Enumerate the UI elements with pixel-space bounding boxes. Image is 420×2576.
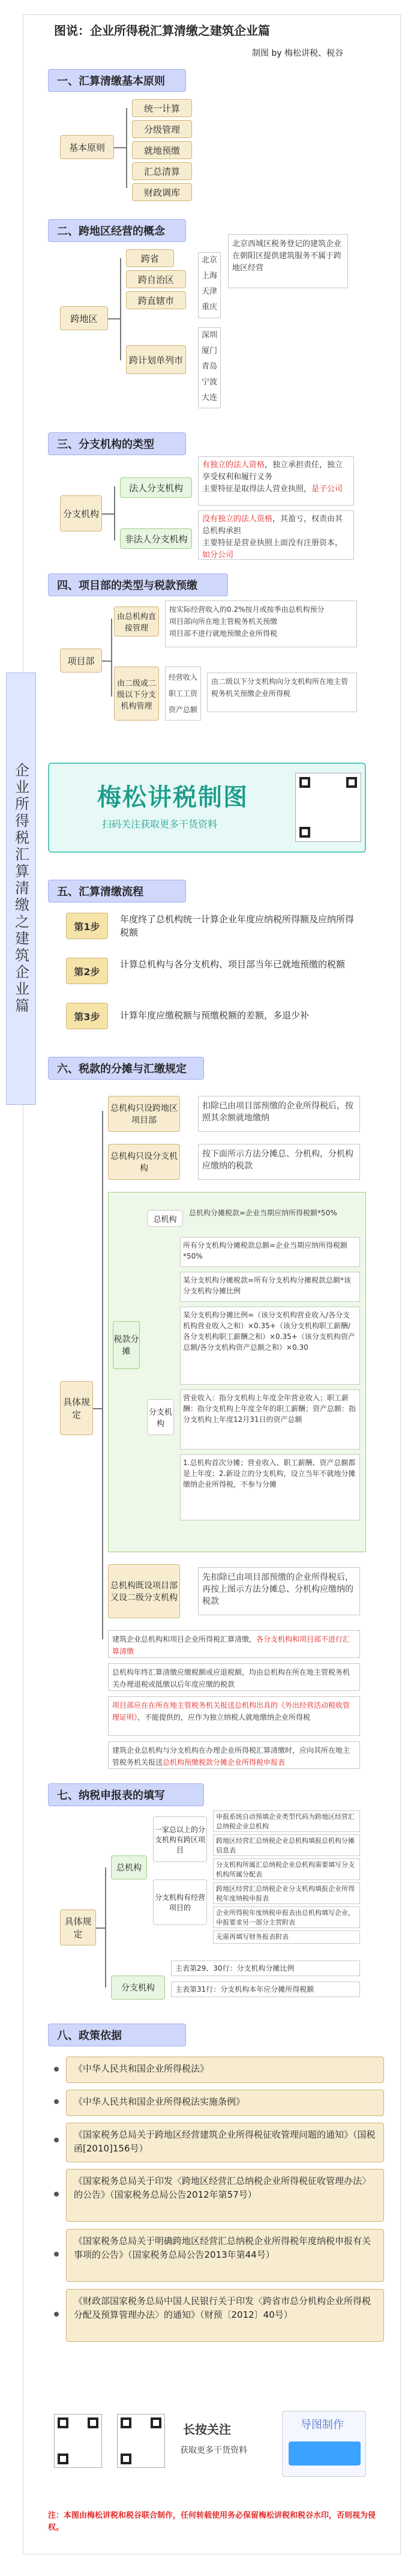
brand-sub: 扫码关注获取更多干货资料 [102, 818, 218, 830]
tool-card [282, 2411, 366, 2477]
brand-banner [48, 763, 366, 853]
section-8-header: 八、政策依据 [48, 2024, 186, 2046]
section-4-header: 四、项目部的类型与税款预缴 [48, 573, 228, 596]
qr-code-2[interactable] [117, 2414, 165, 2468]
section-2-header: 二、跨地区经营的概念 [48, 219, 186, 242]
s2-cities-2: 深圳 厦门 青岛 宁波 大连 [198, 327, 221, 408]
policy-3: 《国家税务总局关于跨地区经营建筑企业所得税征收管理问题的通知》（国税函[2010]156号） [66, 2123, 384, 2162]
s6-only-local-note: 扣除已由项目部预缴的企业所得税后，按照其余额就地缴纳 [198, 1096, 360, 1132]
s1-item-1: 统一计算 [132, 99, 192, 117]
policy-6: 《财政部国家税务总局中国人民银行关于印发〈跨省市总分机构企业所得税分配及预算管理办法〉的通知》（财预〔2012〕40号） [66, 2289, 384, 2342]
step-2-label: 第2步 [66, 958, 108, 984]
brand-name: 梅松讲税制图 [97, 784, 248, 811]
s4-root: 项目部 [60, 649, 102, 673]
s6-rule-2: 总机构年终汇算清缴应缴税额或应退税额，均由总机构在所在地主管税务机关办理退税或抵缴以后年度应缴的税款 [108, 1663, 360, 1691]
footer-note: 注：本图由梅松讲税和税谷联合制作，任何转载使用务必保留梅松讲税和税谷水印，否则视为侵权。 [48, 2511, 376, 2532]
s6-only-branch-note: 按下面所示方法分摊总、分机构，分机构应缴纳的税款 [198, 1144, 360, 1180]
step-2-text: 计算总机构与各分支机构、项目部当年已就地预缴的税额 [120, 959, 346, 970]
s7-note-6: 无需再填写财务报表附表 [213, 1930, 360, 1944]
s6-both-note: 先扣除已由项目部预缴的企业所得税后，再按上图示方法分摊总、分机构应缴纳的税款 [198, 1567, 360, 1615]
s7-note-3: 分支机构所属汇总纳税企业总机构需要填写分支机构所属分配表 [213, 1858, 360, 1880]
s4-type-a: 由总机构直接管理 [114, 606, 159, 636]
s6-branch-note-5: 1.总机构首次分摊；营业收入、职工薪酬、资产总额都是上年度；2.新设立的分支机构，设立当年不就地分摊缴纳企业所得税，不参与分摊 [180, 1454, 360, 1520]
qr-code[interactable] [295, 773, 361, 842]
s3-note-b: 没有独立的法人资格，其盈亏，权责由其总机构承担 主要特征是营业执照上面没有注册资本，如分公司 [198, 510, 354, 560]
s6-both: 总机构既设项目部又设二级分支机构 [108, 1564, 180, 1618]
s6-total: 总机构 [147, 1210, 183, 1227]
s6-only-branch: 总机构只设分支机构 [108, 1144, 180, 1180]
section-5-header: 五、汇算清缴流程 [48, 880, 186, 903]
s6-branch-note-1: 所有分支机构分摊税款总额=企业当期应纳所得税额*50% [180, 1237, 360, 1267]
tool-logo [289, 2441, 361, 2466]
s3-type-b: 非法人分支机构 [120, 528, 192, 549]
s1-root: 基本原则 [60, 135, 114, 159]
s7-branch: 分支机构 [111, 1976, 165, 2000]
s7-total-type-2: 分支机构有经营项目的 [153, 1879, 207, 1925]
s3-root: 分支机构 [60, 495, 102, 531]
page-title: 图说：企业所得税汇算清缴之建筑企业篇 [54, 23, 270, 38]
s4-a-notes: 按实际经营收入的0.2%按月或按季由总机构预分 项目部向所在地主管税务机关预缴 项目部不进行就地预缴企业所得税 [165, 600, 357, 647]
step-1-text: 年度终了总机构统一计算企业年度应纳税所得额及应纳所得税额 [120, 914, 355, 938]
s6-root: 具体规定 [60, 1381, 93, 1435]
vertical-spine: 企业所得税汇算清缴之建筑企业篇 [6, 673, 36, 1105]
policy-2: 《中华人民共和国企业所得税法实施条例》 [66, 2090, 384, 2116]
s7-note-1: 申报系统自动预填企业类型代码为跨地区经营汇总纳税企业总机构 [213, 1810, 360, 1832]
policy-4: 《国家税务总局关于印发〈跨地区经营汇总纳税企业所得税征收管理办法〉的公告》（国家税务总局公告2012年第57号） [66, 2169, 384, 2222]
s2-item-4: 跨计划单列市 [126, 345, 186, 374]
s7-total-type-1: 一家总以上的分支机构有跨区项目 [153, 1816, 207, 1862]
s4-b-note: 由二级以下分支机构向分支机构所在地主管税务机关预缴企业所得税 [207, 673, 357, 712]
s6-rule-3: 项目部应在在所在地主管税务机关报送总机构出具的《外出经营活动税收管理证明》，不能提供的，应作为独立纳税人就地缴纳企业所得税 [108, 1696, 360, 1736]
s4-b-factors: 经营收入 职工工资 资产总额 [165, 667, 201, 721]
s2-item-2: 跨自治区 [126, 270, 186, 288]
s2-item-1: 跨省 [126, 249, 174, 267]
follow-sub: 获取更多干货资料 [180, 2446, 247, 2455]
step-1-label: 第1步 [66, 913, 108, 939]
step-3-label: 第3步 [66, 1003, 108, 1029]
s7-branch-2: 主表第31行：分支机构本年应分摊所得税额 [171, 1982, 360, 1997]
s6-branch-note-2: 某分支机构分摊税款=所有分支机构分摊税款总额*该分支机构分摊比例 [180, 1272, 360, 1302]
step-3-text: 计算年度应缴税额与预缴税额的差额，多退少补 [120, 1010, 310, 1021]
policy-1: 《中华人民共和国企业所得税法》 [66, 2057, 384, 2083]
s1-item-4: 汇总清算 [132, 162, 192, 180]
s7-note-5: 企业所得税年度纳税申报表由总机构填写企业，申报要求另一部分主营附表 [213, 1906, 360, 1928]
s1-item-5: 财政调库 [132, 183, 192, 201]
author-credit: 制图 by 梅松讲税、税谷 [252, 49, 344, 58]
section-3-header: 三、分支机构的类型 [48, 432, 186, 455]
s6-rule-4: 建筑企业总机构与分支机构在办理企业所得税汇算清缴时，应向其所在地主管税务机关报送总机构预缴税款分摊企业所得税申报表 [108, 1741, 360, 1769]
s2-root: 跨地区 [60, 306, 108, 330]
s6-tax-split: 税款分摊 [113, 1321, 140, 1369]
s7-note-2: 跨地区经营汇总纳税企业总机构填报总机构分摊信息表 [213, 1834, 360, 1856]
s7-branch-1: 主表第29、30行：分支机构分摊比例 [171, 1961, 360, 1976]
s6-branch-note-3: 某分支机构分摊比例=（该分支机构营业收入/各分支机构营业收入之和）×0.35+（该分支机构职工薪酬/各分支机构职工薪酬之和）×0.35+（该分支机构资产总额/各分支机构资产总额之和）×0.30 [180, 1307, 360, 1385]
s7-total: 总机构 [111, 1855, 147, 1879]
s2-item-3: 跨直辖市 [126, 291, 186, 309]
s1-item-3: 就地预缴 [132, 141, 192, 159]
qr-code-1[interactable] [54, 2414, 102, 2468]
s6-branch-note-4: 营业收入：指分支机构上年度全年营业收入；职工薪酬：指分支机构上年度全年的职工薪酬；资产总额：指分支机构上年度12月31日的资产总额 [180, 1389, 360, 1450]
s3-note-a: 有独立的法人资格，独立承担责任，独立享受权利和履行义务 主要特征是取得法人营业执照，是子公司 [198, 456, 354, 506]
s6-only-local: 总机构只设跨地区项目部 [108, 1096, 180, 1132]
s3-type-a: 法人分支机构 [120, 477, 192, 498]
s6-rule-1: 建筑企业总机构和项目企业所得税汇算清缴，各分支机构和项目部不进行汇算清缴 [108, 1630, 360, 1658]
s7-note-4: 跨地区经营汇总纳税企业分支机构填报企业所得税年度纳税申报表 [213, 1882, 360, 1904]
s4-type-b: 由二级或二级以下分支机构管理 [114, 667, 159, 721]
follow-text: 长按关注 [183, 2422, 231, 2437]
s2-note: 北京西城区税务登记的建筑企业在朝阳区提供建筑服务不属于跨地区经营 [228, 234, 348, 288]
policy-5: 《国家税务总局关于明确跨地区经营汇总纳税企业所得税年度纳税申报有关事项的公告》（国家税务总局公告2013年第44号） [66, 2229, 384, 2282]
s6-branch: 分支机构 [147, 1399, 174, 1435]
tool-label: 导图制作 [301, 2419, 344, 2431]
section-6-header: 六、税款的分摊与汇缴规定 [48, 1057, 204, 1080]
s2-cities-1: 北京 上海 天津 重庆 [198, 252, 221, 318]
section-7-header: 七、纳税申报表的填写 [48, 1783, 204, 1806]
s6-total-note: 总机构分摊税款=企业当期应纳所得税额*50% [189, 1209, 337, 1217]
section-1-header: 一、汇算清缴基本原则 [48, 69, 186, 92]
s7-root: 具体规定 [60, 1909, 96, 1946]
s1-item-2: 分级管理 [132, 120, 192, 138]
